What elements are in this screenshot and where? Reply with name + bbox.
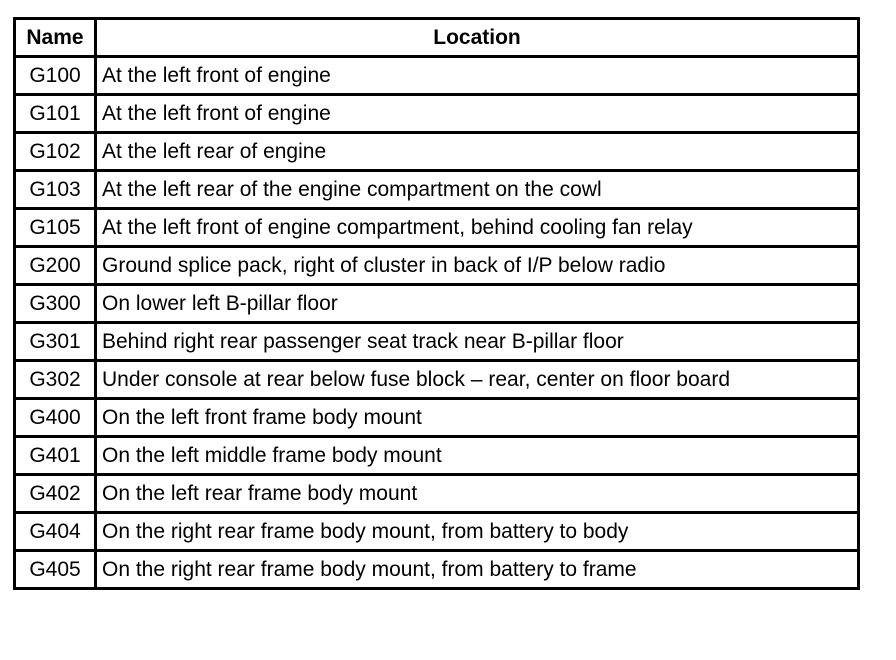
table-row [15,209,859,247]
ground-location-cell: On the left middle frame body mount [96,437,859,475]
ground-location-cell: On the left rear frame body mount [96,475,859,513]
ground-location-cell: Under console at rear below fuse block – rear, center on floor board [96,361,859,399]
ground-name-cell: G400 [15,399,96,437]
ground-locations-table [13,17,860,590]
ground-name-cell: G100 [15,57,96,95]
column-header-location: Location [96,19,859,57]
table-row [15,285,859,323]
ground-name-cell: G105 [15,209,96,247]
ground-name-cell: G200 [15,247,96,285]
ground-location-cell: At the left front of engine [96,57,859,95]
table-row [15,323,859,361]
ground-name-cell: G301 [15,323,96,361]
table-row [15,171,859,209]
table-row [15,95,859,133]
table-row [15,437,859,475]
table-row [15,513,859,551]
ground-name-cell: G405 [15,551,96,589]
ground-location-cell: At the left front of engine compartment, behind cooling fan relay [96,209,859,247]
table-row [15,247,859,285]
ground-location-cell: On the right rear frame body mount, from battery to body [96,513,859,551]
ground-name-cell: G103 [15,171,96,209]
ground-location-cell: At the left rear of engine [96,133,859,171]
ground-location-cell: At the left rear of the engine compartment on the cowl [96,171,859,209]
ground-name-cell: G402 [15,475,96,513]
ground-location-cell: Behind right rear passenger seat track near B-pillar floor [96,323,859,361]
ground-locations-table-container [13,17,857,590]
column-header-name: Name [15,19,96,57]
ground-name-cell: G401 [15,437,96,475]
ground-name-cell: G300 [15,285,96,323]
ground-location-cell: Ground splice pack, right of cluster in back of I/P below radio [96,247,859,285]
ground-location-cell: At the left front of engine [96,95,859,133]
ground-name-cell: G101 [15,95,96,133]
ground-location-cell: On lower left B-pillar floor [96,285,859,323]
table-row [15,361,859,399]
ground-name-cell: G102 [15,133,96,171]
table-row [15,399,859,437]
ground-name-cell: G302 [15,361,96,399]
table-row [15,133,859,171]
table-row [15,57,859,95]
ground-name-cell: G404 [15,513,96,551]
table-row [15,475,859,513]
table-row [15,551,859,589]
ground-location-cell: On the left front frame body mount [96,399,859,437]
ground-location-cell: On the right rear frame body mount, from battery to frame [96,551,859,589]
table-header-row [15,19,859,57]
